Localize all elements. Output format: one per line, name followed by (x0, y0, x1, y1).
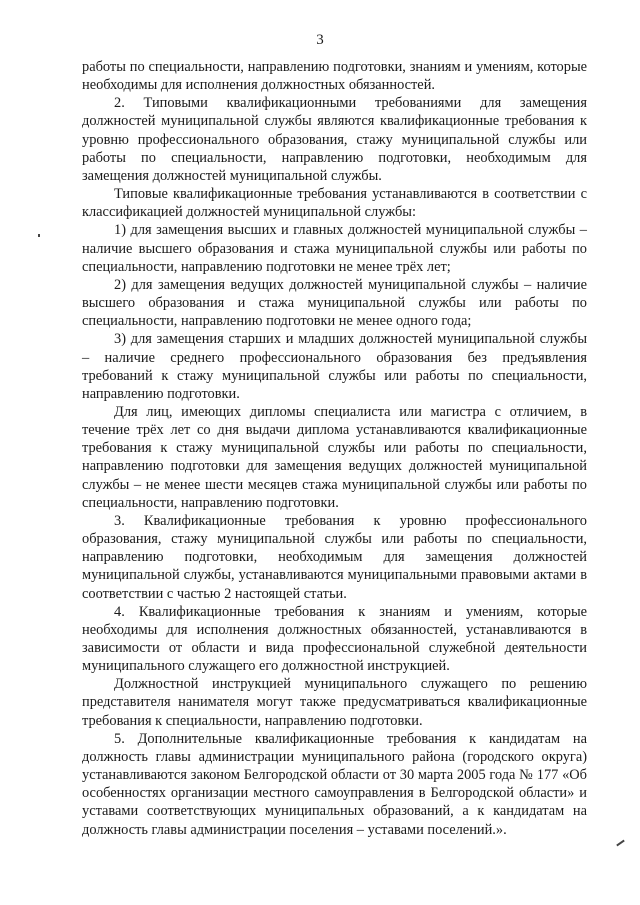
paragraph-job-instruction: Должностной инструкцией муниципального служащего по решению представителя нанимателя могут также предусматриваться квалификационные требования к специальности, направлению подготовки. (82, 676, 587, 729)
list-item-1: 1) для замещения высших и главных должностей муниципальной службы – наличие высшего образования и стажа муниципальной службы или работы по специальности, направлению подготовки не менее трёх лет; (82, 222, 587, 275)
document-body (82, 58, 587, 839)
paragraph-classification: Типовые квалификационные требования устанавливаются в соответствии с классификацией должностей муниципальной службы: (82, 186, 587, 221)
scan-mark (38, 234, 40, 237)
paragraph-item-4: 4. Квалификационные требования к знаниям и умениям, которые необходимы для исполнения должностных обязанностей, устанавливаются в зависимости от области и вида профессиональной служебной деятельности муниципального служащего его должностной инструкцией. (82, 603, 587, 675)
list-item-2: 2) для замещения ведущих должностей муниципальной службы – наличие высшего образования и стажа муниципальной службы или работы по специальности, направлению подготовки не менее одного года; (82, 276, 587, 330)
paragraph-item-3: 3. Квалификационные требования к уровню профессионального образования, стажу муниципальной службы или работы по специальности, направлению подготовки, необходимым для замещения должностей муниципальной службы, устанавливаются муниципальными правовыми актами в соответствии с частью 2 настоящей статьи. (82, 512, 587, 602)
paragraph-item-2: 2. Типовыми квалификационными требованиями для замещения должностей муниципальной службы являются квалификационные требования к уровню профессионального образования, стажу муниципальной службы или работы по специальности, направлению подготовки, необходимым для замещения должностей муниципальной службы. (82, 95, 587, 184)
scan-mark (616, 840, 625, 847)
list-item-3: 3) для замещения старших и младших должностей муниципальной службы – наличие среднего профессионального образования без предъявления требований к стажу муниципальной службы или работы по специальности, направлению подготовки. (82, 331, 587, 402)
paragraph-continuation: работы по специальности, направлению подготовки, знаниям и умениям, которые необходимы для исполнения должностных обязанностей. (82, 59, 587, 94)
page-number: 3 (316, 32, 324, 48)
paragraph-diploma: Для лиц, имеющих дипломы специалиста или магистра с отличием, в течение трёх лет со дня выдачи диплома устанавливаются квалификационные требования к стажу муниципальной службы или работы по специальности, направлению подготовки для замещения ведущих должностей муниципальной службы – не менее шести месяцев стажа муниципальной службы или работы по специальности, направлению подготовки. (82, 403, 587, 511)
paragraph-item-5: 5. Дополнительные квалификационные требования к кандидатам на должность главы администрации муниципального района (городского округа) устанавливаются законом Белгородской области от 30 марта 2005 года № 177 «Об особенностях организации местного самоуправления в Белгородской области» и уставами соответствующих муниципальных образований, а к кандидатам на должность главы администрации поселения – уставами поселений.». (82, 730, 587, 838)
